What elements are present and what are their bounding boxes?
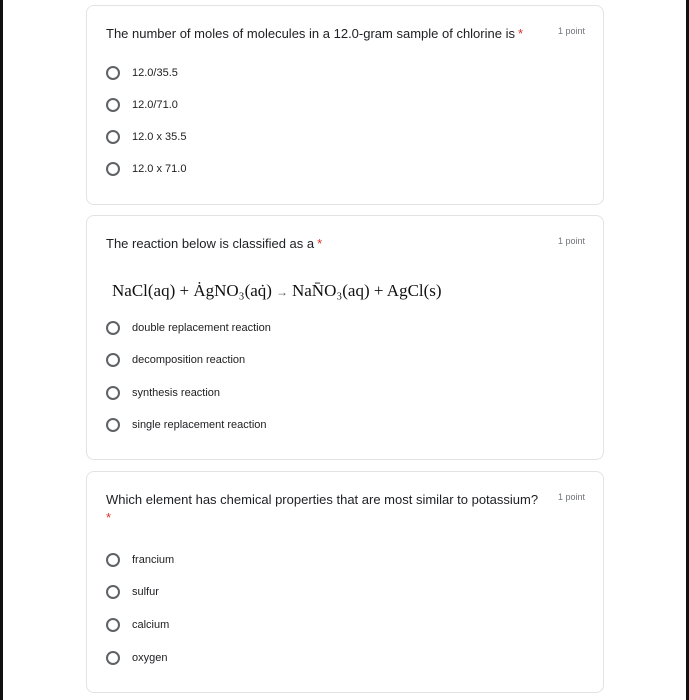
radio-button[interactable] bbox=[106, 618, 120, 632]
reaction-equation bbox=[112, 281, 442, 301]
question-text: The number of moles of molecules in a 12.0-gram sample of chlorine is bbox=[106, 26, 515, 41]
option-label: 12.0/71.0 bbox=[132, 99, 178, 111]
option-label: oxygen bbox=[132, 652, 168, 664]
radio-button[interactable] bbox=[106, 353, 120, 367]
equation-reactants: NaCl(aq) + ȦgNO₃(aq̇) bbox=[112, 281, 272, 300]
radio-button[interactable] bbox=[106, 130, 120, 144]
radio-button[interactable] bbox=[106, 386, 120, 400]
question-card-3 bbox=[86, 471, 604, 693]
equation-products: NaN̄O₃(aq) + AgCl(s) bbox=[291, 281, 442, 300]
left-frame-edge bbox=[0, 0, 3, 700]
question-title bbox=[106, 25, 546, 43]
question-title bbox=[106, 235, 546, 253]
required-asterisk: * bbox=[517, 26, 524, 41]
radio-option[interactable] bbox=[106, 350, 245, 370]
question-title bbox=[106, 491, 546, 509]
radio-option[interactable] bbox=[106, 159, 186, 179]
question-text: The reaction below is classified as a bbox=[106, 236, 315, 251]
option-label: 12.0/35.5 bbox=[132, 67, 178, 79]
radio-button[interactable] bbox=[106, 651, 120, 665]
radio-button[interactable] bbox=[106, 98, 120, 112]
option-label: calcium bbox=[132, 619, 170, 631]
radio-option[interactable] bbox=[106, 550, 174, 570]
option-label: 12.0 x 71.0 bbox=[132, 163, 187, 175]
question-card-2 bbox=[86, 215, 604, 460]
radio-option[interactable] bbox=[106, 63, 178, 83]
required-asterisk: * bbox=[317, 236, 323, 251]
reaction-arrow-icon: → bbox=[275, 285, 288, 299]
points-label: 1 point bbox=[557, 26, 585, 36]
radio-option[interactable] bbox=[106, 415, 267, 435]
radio-button[interactable] bbox=[106, 585, 120, 599]
question-text: Which element has chemical properties that are most similar to potassium? bbox=[106, 492, 539, 507]
option-label: synthesis reaction bbox=[132, 387, 221, 399]
option-label: 12.0 x 35.5 bbox=[132, 131, 187, 143]
points-label: 1 point bbox=[557, 492, 585, 502]
radio-button[interactable] bbox=[106, 66, 120, 80]
option-label: single replacement reaction bbox=[132, 419, 267, 431]
radio-option[interactable] bbox=[106, 127, 186, 147]
radio-button[interactable] bbox=[106, 418, 120, 432]
radio-option[interactable] bbox=[106, 648, 167, 668]
option-label: double replacement reaction bbox=[132, 322, 271, 334]
radio-option[interactable] bbox=[106, 95, 178, 115]
required-asterisk: * bbox=[106, 510, 112, 525]
radio-option[interactable] bbox=[106, 383, 220, 403]
radio-button[interactable] bbox=[106, 321, 120, 335]
option-label: decomposition reaction bbox=[132, 354, 246, 366]
radio-option[interactable] bbox=[106, 318, 271, 338]
points-label: 1 point bbox=[557, 236, 585, 246]
radio-option[interactable] bbox=[106, 582, 159, 602]
option-label: francium bbox=[132, 554, 175, 566]
question-card-1 bbox=[86, 5, 604, 205]
radio-button[interactable] bbox=[106, 162, 120, 176]
radio-option[interactable] bbox=[106, 615, 169, 635]
option-label: sulfur bbox=[132, 586, 159, 598]
radio-button[interactable] bbox=[106, 553, 120, 567]
